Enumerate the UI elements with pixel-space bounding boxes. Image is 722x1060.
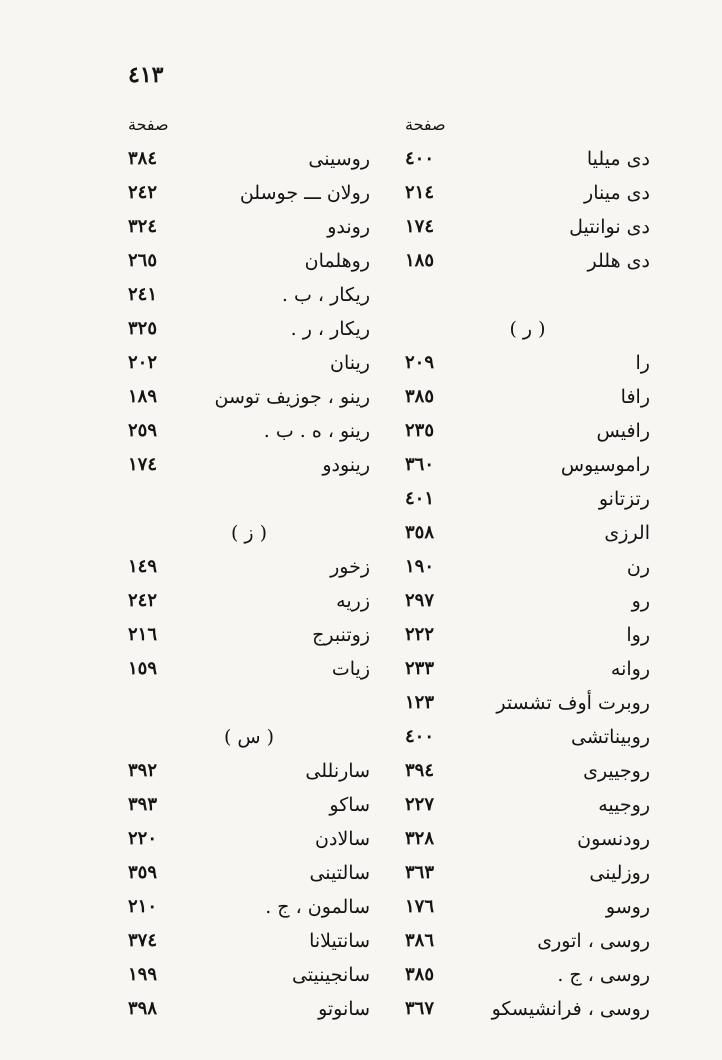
- entry-page-number: ١٨٥: [405, 250, 435, 271]
- section-letter-heading: [405, 312, 650, 346]
- entry-name: رافا: [620, 386, 650, 408]
- entry-page-number: ١٨٩: [128, 386, 158, 407]
- entry-page-number: ٢٢٧: [405, 794, 435, 815]
- entry-name: زريه: [336, 590, 370, 612]
- index-entry: [405, 142, 650, 176]
- entry-page-number: ٢١٦: [128, 624, 158, 645]
- entry-name: رولان ـــ جوسلن: [239, 182, 370, 204]
- entry-name: دى هللر: [587, 250, 650, 272]
- entry-name: راموسيوس: [560, 454, 650, 476]
- entry-name: را: [635, 352, 650, 374]
- index-entry: [128, 380, 370, 414]
- entry-name: دى ميليا: [586, 148, 650, 170]
- entry-name: سانوتو: [318, 998, 370, 1020]
- entry-name: روسى ، فرانشيسكو: [491, 998, 650, 1020]
- entry-page-number: ٢٦٥: [128, 250, 158, 271]
- index-entry: [128, 448, 370, 482]
- entry-page-number: ١٩٩: [128, 964, 158, 985]
- entry-name: روسينى: [308, 148, 370, 170]
- index-entry: [128, 788, 370, 822]
- entry-name: رينودو: [322, 454, 370, 476]
- index-entry: [128, 346, 370, 380]
- section-letter-heading: [128, 720, 370, 754]
- index-entry: [405, 482, 650, 516]
- entry-page-number: ٣٩٨: [128, 998, 158, 1019]
- entry-page-number: ٢٢٢: [405, 624, 435, 645]
- entry-name: روسو: [605, 896, 650, 918]
- entry-page-number: ٢٤٢: [128, 590, 158, 611]
- entry-name: دى مينار: [584, 182, 650, 204]
- index-entry: [405, 890, 650, 924]
- index-entry: [128, 924, 370, 958]
- entry-page-number: ٢٠٢: [128, 352, 158, 373]
- entry-page-number: ٣٦٧: [405, 998, 435, 1019]
- entry-page-number: ٣٩٢: [128, 760, 158, 781]
- entry-name: سارنللى: [305, 760, 370, 782]
- index-entry: [405, 414, 650, 448]
- entry-page-number: ٤٠١: [405, 488, 435, 509]
- index-entry: [405, 788, 650, 822]
- entry-name: دى نوانتيل: [569, 216, 650, 238]
- page-column-header: [128, 108, 370, 142]
- entry-name: رتزتانو: [598, 488, 650, 510]
- index-entry: [128, 618, 370, 652]
- entry-page-number: ٣٦٣: [405, 862, 435, 883]
- entry-page-number: ٢٤١: [128, 284, 158, 305]
- page-header-label: صفحة: [405, 115, 446, 134]
- entry-page-number: ١٧٤: [405, 216, 435, 237]
- index-entry: [128, 856, 370, 890]
- entry-page-number: ٢٣٣: [405, 658, 435, 679]
- entry-page-number: ٣٨٤: [128, 148, 158, 169]
- entry-name: زيات: [331, 658, 370, 680]
- index-entry: [128, 550, 370, 584]
- index-entry: [405, 176, 650, 210]
- entry-page-number: ٢٥٩: [128, 420, 158, 441]
- entry-name: روبرت أوف تشستر: [496, 692, 650, 714]
- spacer-row: [128, 686, 370, 720]
- entry-name: رينو ، ه . ب .: [263, 420, 370, 442]
- entry-page-number: ٢١٤: [405, 182, 435, 203]
- page-number: ٤١٣: [128, 62, 164, 88]
- entry-page-number: ١٥٩: [128, 658, 158, 679]
- entry-page-number: ١٢٣: [405, 692, 435, 713]
- index-entry: [128, 584, 370, 618]
- index-entry: [128, 244, 370, 278]
- entry-name: سالتينى: [309, 862, 370, 884]
- entry-page-number: ٤٠٠: [405, 148, 435, 169]
- section-letter: ( س ): [223, 726, 275, 748]
- entry-page-number: ٣٢٤: [128, 216, 158, 237]
- entry-page-number: ٣٧٤: [128, 930, 158, 951]
- entry-name: زخور: [330, 556, 370, 578]
- index-entry: [405, 380, 650, 414]
- index-entry: [128, 958, 370, 992]
- entry-name: زوتنبرج: [312, 624, 370, 646]
- index-entry: [405, 754, 650, 788]
- entry-page-number: ١٧٦: [405, 896, 435, 917]
- index-entry: [405, 720, 650, 754]
- entry-name: روجييرى: [583, 760, 650, 782]
- entry-name: سانجينيتى: [291, 964, 370, 986]
- entry-page-number: ٣٨٥: [405, 964, 435, 985]
- index-entry: [405, 992, 650, 1026]
- entry-name: رو: [631, 590, 650, 612]
- entry-page-number: ٣٨٥: [405, 386, 435, 407]
- page-column-header: [405, 108, 650, 142]
- entry-page-number: ٢٢٠: [128, 828, 158, 849]
- index-entry: [405, 652, 650, 686]
- entry-page-number: ٣٥٩: [128, 862, 158, 883]
- entry-page-number: ١٤٩: [128, 556, 158, 577]
- entry-page-number: ٣٢٥: [128, 318, 158, 339]
- entry-page-number: ٣٨٦: [405, 930, 435, 951]
- index-entry: [405, 550, 650, 584]
- entry-name: روهلمان: [304, 250, 370, 272]
- index-entry: [405, 244, 650, 278]
- entry-page-number: ٢٤٢: [128, 182, 158, 203]
- entry-name: ريكار ، ر .: [290, 318, 370, 340]
- entry-name: روندو: [327, 216, 370, 238]
- entry-page-number: ٢٠٩: [405, 352, 435, 373]
- entry-name: ساكو: [329, 794, 370, 816]
- index-entry: [405, 448, 650, 482]
- entry-name: روانه: [610, 658, 650, 680]
- entry-name: روسى ، اتورى: [537, 930, 650, 952]
- entry-name: روجييه: [598, 794, 650, 816]
- entry-page-number: ٣٩٤: [405, 760, 435, 781]
- index-entry: [128, 210, 370, 244]
- entry-name: رافيس: [596, 420, 650, 442]
- index-entry: [128, 312, 370, 346]
- entry-page-number: ٤٠٠: [405, 726, 435, 747]
- page-header-label: صفحة: [128, 115, 169, 134]
- index-entry: [405, 924, 650, 958]
- entry-page-number: ٣٦٠: [405, 454, 435, 475]
- index-entry: [405, 584, 650, 618]
- entry-name: سالادن: [315, 828, 370, 850]
- entry-page-number: ١٩٠: [405, 556, 435, 577]
- index-column-right: [405, 108, 650, 1026]
- index-entry: [128, 822, 370, 856]
- index-entry: [128, 890, 370, 924]
- entry-page-number: ٣٢٨: [405, 828, 435, 849]
- entry-page-number: ٢٣٥: [405, 420, 435, 441]
- entry-name: رينان: [330, 352, 370, 374]
- section-letter: ( ز ): [230, 522, 268, 544]
- index-entry: [128, 142, 370, 176]
- entry-name: الرزى: [604, 522, 650, 544]
- entry-page-number: ٣٥٨: [405, 522, 435, 543]
- index-entry: [405, 856, 650, 890]
- index-entry: [128, 414, 370, 448]
- entry-page-number: ١٧٤: [128, 454, 158, 475]
- entry-name: سالمون ، ج .: [265, 896, 370, 918]
- entry-name: رودنسون: [577, 828, 650, 850]
- index-entry: [128, 278, 370, 312]
- section-letter: ( ر ): [509, 318, 546, 340]
- spacer-row: [128, 482, 370, 516]
- index-column-left: [128, 108, 370, 1026]
- entry-name: روزلينى: [589, 862, 650, 884]
- entry-page-number: ٢٩٧: [405, 590, 435, 611]
- entry-page-number: ٢١٠: [128, 896, 158, 917]
- entry-name: سانتيلانا: [309, 930, 370, 952]
- entry-name: روا: [626, 624, 650, 646]
- index-entry: [405, 686, 650, 720]
- entry-name: ريكار ، ب .: [281, 284, 370, 306]
- index-entry: [405, 958, 650, 992]
- index-entry: [405, 822, 650, 856]
- entry-name: روسى ، ج .: [557, 964, 650, 986]
- index-entry: [128, 754, 370, 788]
- index-entry: [405, 210, 650, 244]
- entry-name: رن: [626, 556, 650, 578]
- entry-name: روبيناتشى: [571, 726, 650, 748]
- index-entry: [405, 516, 650, 550]
- entry-name: رينو ، جوزيف توسن: [214, 386, 370, 408]
- index-entry: [405, 346, 650, 380]
- entry-page-number: ٣٩٣: [128, 794, 158, 815]
- index-entry: [128, 176, 370, 210]
- index-entry: [128, 992, 370, 1026]
- spacer-row: [405, 278, 650, 312]
- section-letter-heading: [128, 516, 370, 550]
- index-entry: [128, 652, 370, 686]
- index-entry: [405, 618, 650, 652]
